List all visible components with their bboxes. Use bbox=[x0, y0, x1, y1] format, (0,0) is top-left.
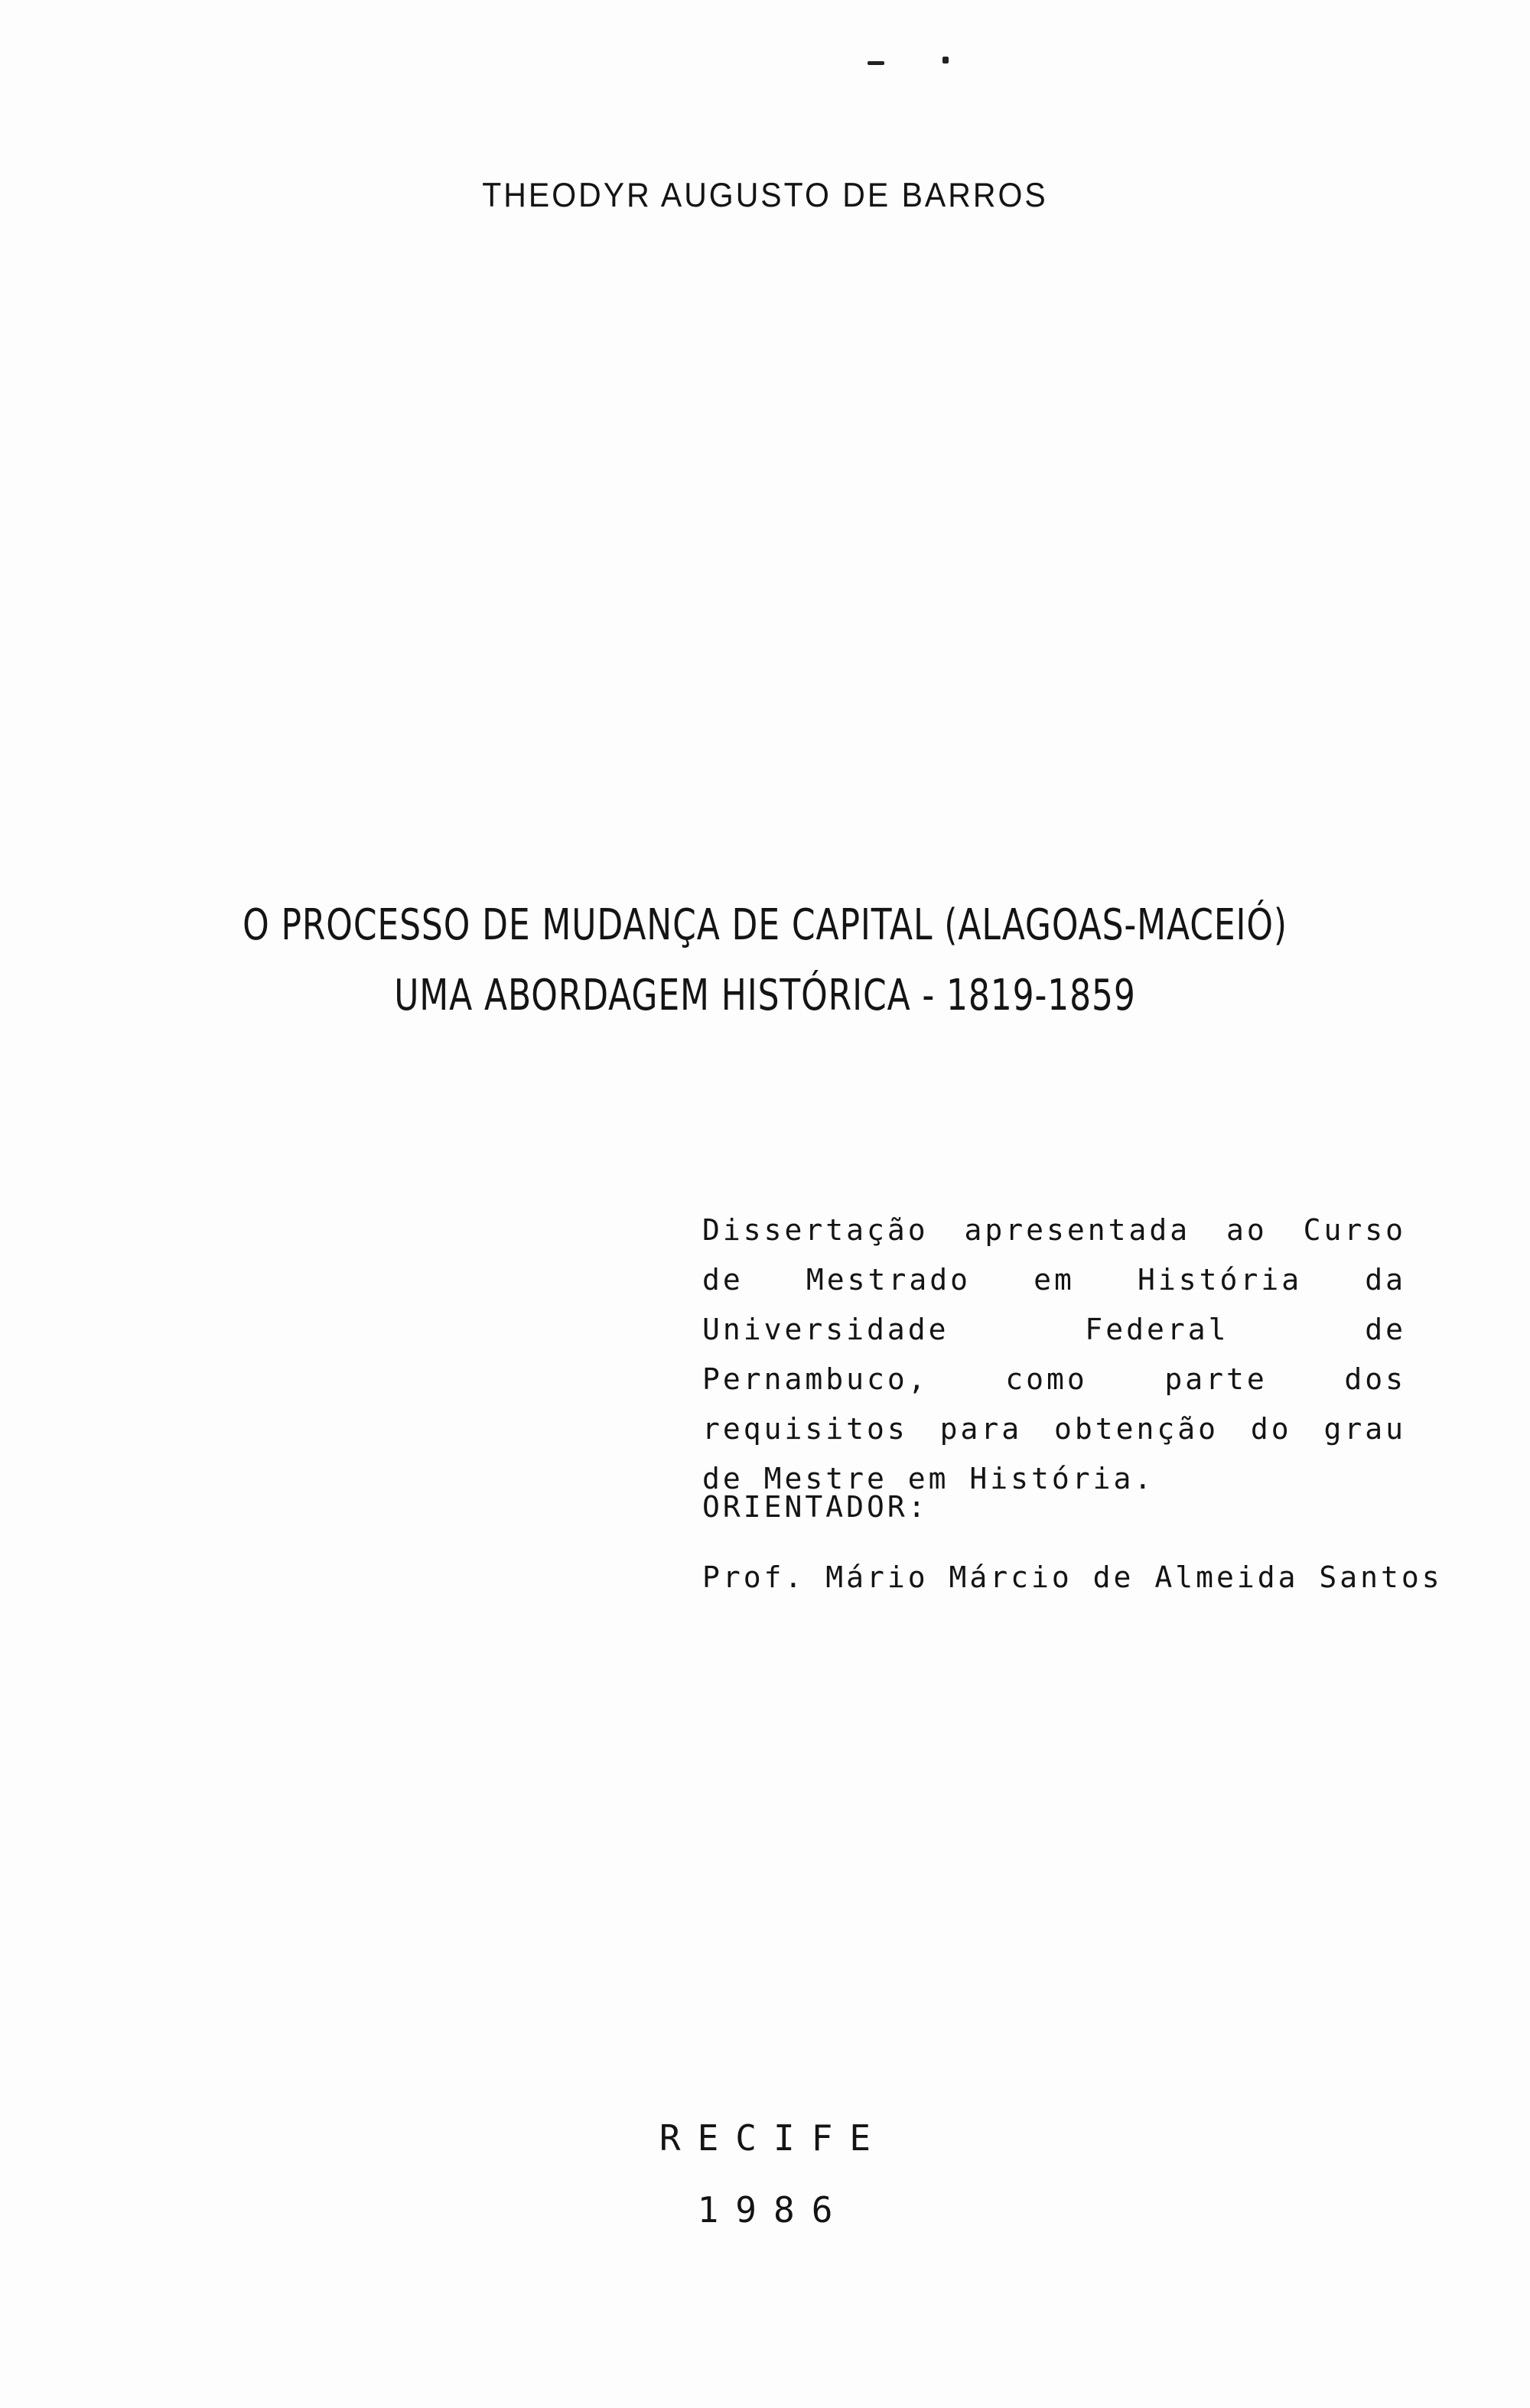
title-line-2: UMA ABORDAGEM HISTÓRICA - 1819-1859 bbox=[394, 970, 1136, 1020]
scan-speck bbox=[942, 57, 949, 63]
year: 1986 bbox=[697, 2189, 850, 2231]
dissertation-note: Dissertação apresentada ao Curso de Mestrado em História da Universidade Federal de Pernambuco, como parte dos requisitos para obtenção do grau de Mestre em História. bbox=[702, 1213, 1406, 1495]
author-name: THEODYR AUGUSTO DE BARROS bbox=[482, 176, 1048, 214]
advisor-label: ORIENTADOR: bbox=[702, 1490, 929, 1524]
scan-speck bbox=[868, 61, 884, 65]
advisor-name: Prof. Mário Márcio de Almeida Santos bbox=[702, 1560, 1443, 1594]
place: RECIFE bbox=[659, 2117, 888, 2159]
title-line-1: O PROCESSO DE MUDANÇA DE CAPITAL (ALAGOAS-MACEIÓ) bbox=[243, 900, 1287, 950]
